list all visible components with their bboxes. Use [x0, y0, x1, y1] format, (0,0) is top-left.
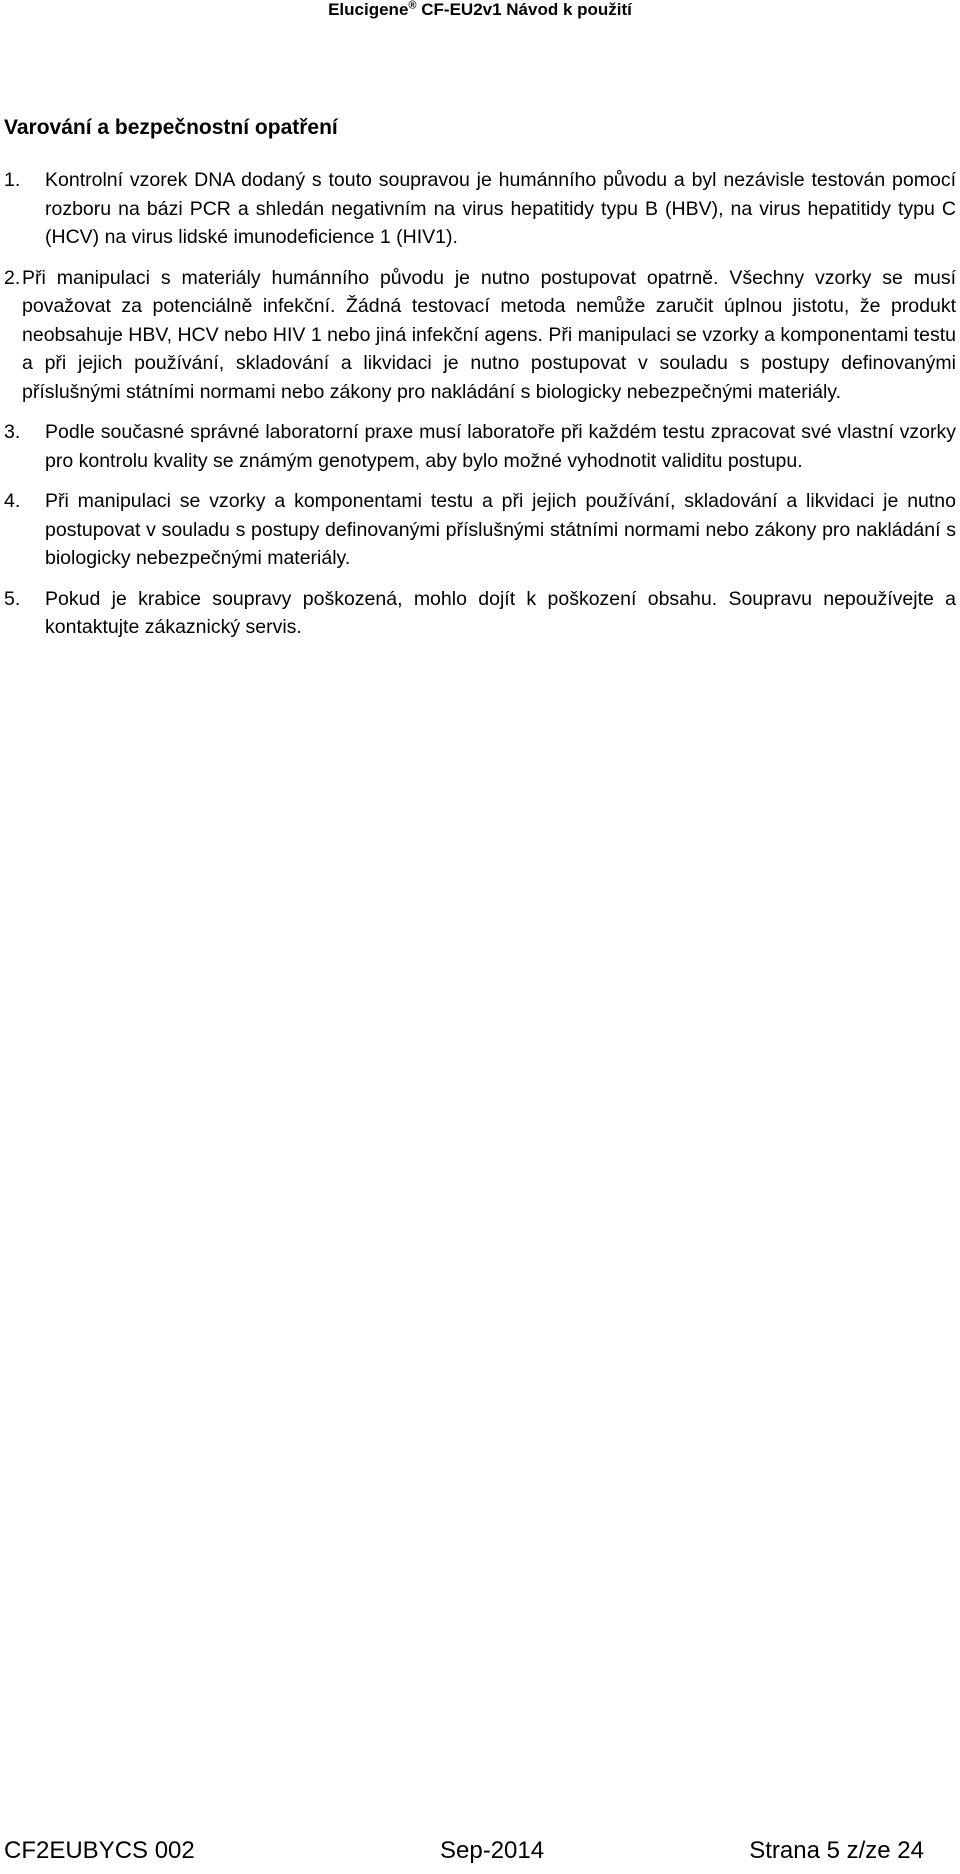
- document-date: Sep-2014: [440, 1837, 545, 1864]
- item-number: 1.: [4, 169, 21, 191]
- header-title: CF-EU2v1 Návod k použití: [421, 0, 632, 19]
- header-brand: Elucigene: [328, 0, 409, 19]
- list-item: [0, 264, 956, 407]
- item-text: Podle současné správné laboratorní praxe musí laboratoře při každém testu zpracovat své vlastní vzorky pro kontrolu kvality se známým genotypem, aby bylo možné vyhodnotit validitu postupu.: [45, 421, 956, 472]
- item-number: 5.: [4, 587, 21, 610]
- list-item: [0, 418, 956, 475]
- trademark-symbol: ®: [408, 0, 417, 12]
- item-text: Při manipulaci se vzorky a komponentami testu a při jejich používání, skladování a likvidaci je nutno postupovat v souladu s postupy definovanými příslušnými státními normami nebo zákony pro nakládání s biologicky nebezpečnými materiály.: [45, 490, 956, 569]
- list-item: [0, 585, 956, 642]
- item-number: 4.: [4, 490, 21, 512]
- page-header: [0, 0, 960, 20]
- warnings-list: [0, 166, 956, 642]
- item-text: Pokud je krabice soupravy poškozená, mohlo dojít k poškození obsahu. Soupravu nepoužívejte a kontaktujte zákaznický servis.: [45, 587, 956, 638]
- section-title: Varování a bezpečnostní opatření: [4, 116, 338, 139]
- list-item: [0, 487, 956, 573]
- item-number: 3.: [4, 421, 21, 443]
- item-text: Při manipulaci s materiály humánního původu je nutno postupovat opatrně. Všechny vzorky se musí považovat za potenciálně infekční. Žádná testovací metoda nemůže zaručit úplnou jistotu, že produkt neobsahuje HBV, HCV nebo HIV 1 nebo jiná infekční agens. Při manipulaci se vzorky a komponentami testu a při jejich používání, skladování a likvidaci je nutno postupovat v souladu s postupy definovanými příslušnými státními normami nebo zákony pro nakládání s biologicky nebezpečnými materiály.: [22, 266, 956, 403]
- page-number: Strana 5 z/ze 24: [749, 1837, 924, 1864]
- item-text: Kontrolní vzorek DNA dodaný s touto soupravou je humánního původu a byl nezávisle testován pomocí rozboru na bázi PCR a shledán negativním na virus hepatitidy typu B (HBV), na virus hepatitidy typu C (HCV) na virus lidské imunodeficience 1 (HIV1).: [45, 169, 956, 248]
- item-number: 2.: [4, 266, 21, 289]
- list-item: [0, 166, 956, 252]
- document-code: CF2EUBYCS 002: [4, 1837, 195, 1864]
